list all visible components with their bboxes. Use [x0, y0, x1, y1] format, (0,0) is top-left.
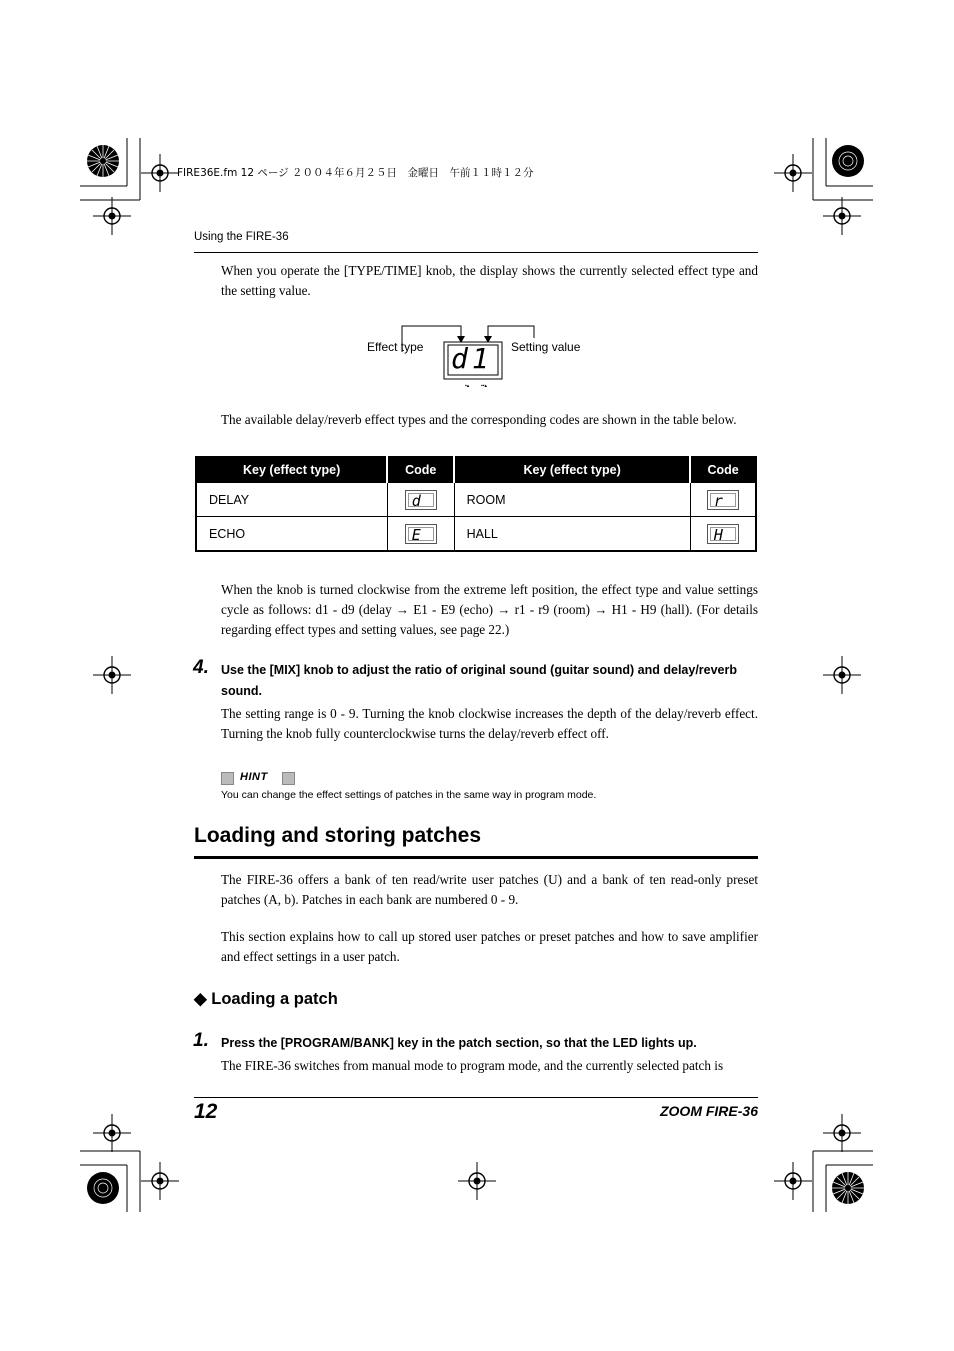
registration-mark-5 — [92, 655, 132, 695]
footer-rule — [194, 1097, 758, 1098]
step-1-heading: Press the [PROGRAM/BANK] key in the patch section, so that the LED lights up. — [221, 1036, 697, 1050]
registration-mark-10 — [457, 1161, 497, 1201]
display-figure — [360, 320, 600, 390]
cycle-paragraph: When the knob is turned clockwise from the extreme left position, the effect type and value settings cycle as follows: d1 - d9 (delay → E1 - E9 (echo) → r1 - r9 (room) → H1 - H9 (hall). (For details regarding effect types and setting values, see page 22.) — [221, 582, 758, 637]
effect-type-label: Effect type — [367, 340, 424, 354]
effect-type-table — [195, 456, 757, 552]
table-cell-key: ECHO — [196, 517, 387, 552]
registration-mark-3 — [92, 196, 132, 236]
step-1-body: The FIRE-36 switches from manual mode to program mode, and the currently selected patch is — [221, 1058, 724, 1073]
svg-text:▪▪▴: ▪▪▴ — [481, 383, 488, 389]
svg-text:▪▴: ▪▴ — [465, 383, 470, 389]
table-row — [196, 483, 756, 517]
registration-mark-6 — [822, 655, 862, 695]
registration-mark-11 — [773, 1161, 813, 1201]
code-display: H — [707, 524, 739, 544]
section-paragraph-1: The FIRE-36 offers a bank of ten read/write user patches (U) and a bank of ten read-only preset patches (A, b). Patches in each bank are numbered 0 - 9. — [221, 872, 758, 907]
code-display: d — [405, 490, 437, 510]
table-cell-key: ROOM — [454, 483, 690, 517]
hint-label: HINT — [240, 771, 268, 783]
registration-mark-8 — [822, 1113, 862, 1153]
table-header-code-2: Code — [690, 457, 756, 483]
starburst-mark-bottom-right — [831, 1171, 865, 1210]
step-4-body: The setting range is 0 - 9. Turning the knob clockwise increases the depth of the delay/reverb effect. Turning the knob fully counterclockwise turns the delay/reverb effect off. — [221, 706, 758, 741]
code-display: E — [405, 524, 437, 544]
table-cell-key: HALL — [454, 517, 690, 552]
registration-mark-7 — [92, 1113, 132, 1153]
table-intro-paragraph: The available delay/reverb effect types and the corresponding codes are shown in the table below. — [221, 412, 737, 427]
code-display: r — [707, 490, 739, 510]
section-paragraph-2: This section explains how to call up stored user patches or preset patches and how to save amplifier and effect settings in a user patch. — [221, 929, 758, 964]
starburst-mark-top-right — [831, 144, 865, 183]
starburst-mark-bottom-left — [86, 1171, 120, 1210]
registration-mark-1 — [140, 153, 180, 193]
section-title-rule — [194, 856, 758, 859]
step-1-number: 1. — [193, 1030, 209, 1051]
registration-mark-9 — [140, 1161, 180, 1201]
hint-right-bullet-icon — [282, 772, 295, 785]
running-head-rule — [194, 252, 758, 253]
intro-paragraph: When you operate the [TYPE/TIME] knob, the display shows the currently selected effect type and the setting value. — [221, 263, 758, 298]
display-readout: d1 — [451, 342, 493, 375]
registration-mark-2 — [773, 153, 813, 193]
print-header-slug: FIRE36E.fm 12 ページ ２００４年６月２５日 金曜日 午前１１時１２分 — [177, 167, 534, 179]
registration-mark-4 — [822, 196, 862, 236]
step-4-heading: Use the [MIX] knob to adjust the ratio of original sound (guitar sound) and delay/reverb sound. — [221, 663, 738, 698]
section-title: Loading and storing patches — [194, 824, 482, 847]
hint-text: You can change the effect settings of patches in the same way in program mode. — [221, 789, 597, 801]
subsection-title: ◆ Loading a patch — [194, 990, 338, 1008]
table-cell-key: DELAY — [196, 483, 387, 517]
hint-left-bullet-icon — [221, 772, 234, 785]
table-header-key-2: Key (effect type) — [454, 457, 690, 483]
running-head: Using the FIRE-36 — [194, 231, 289, 243]
starburst-mark-top-left — [86, 144, 120, 183]
table-header-key-1: Key (effect type) — [196, 457, 387, 483]
footer-product-name: ZOOM FIRE-36 — [659, 1103, 758, 1119]
table-row — [196, 517, 756, 552]
setting-value-label: Setting value — [511, 340, 581, 354]
table-header-code-1: Code — [387, 457, 454, 483]
page-number: 12 — [194, 1100, 218, 1123]
step-4-number: 4. — [193, 657, 209, 678]
